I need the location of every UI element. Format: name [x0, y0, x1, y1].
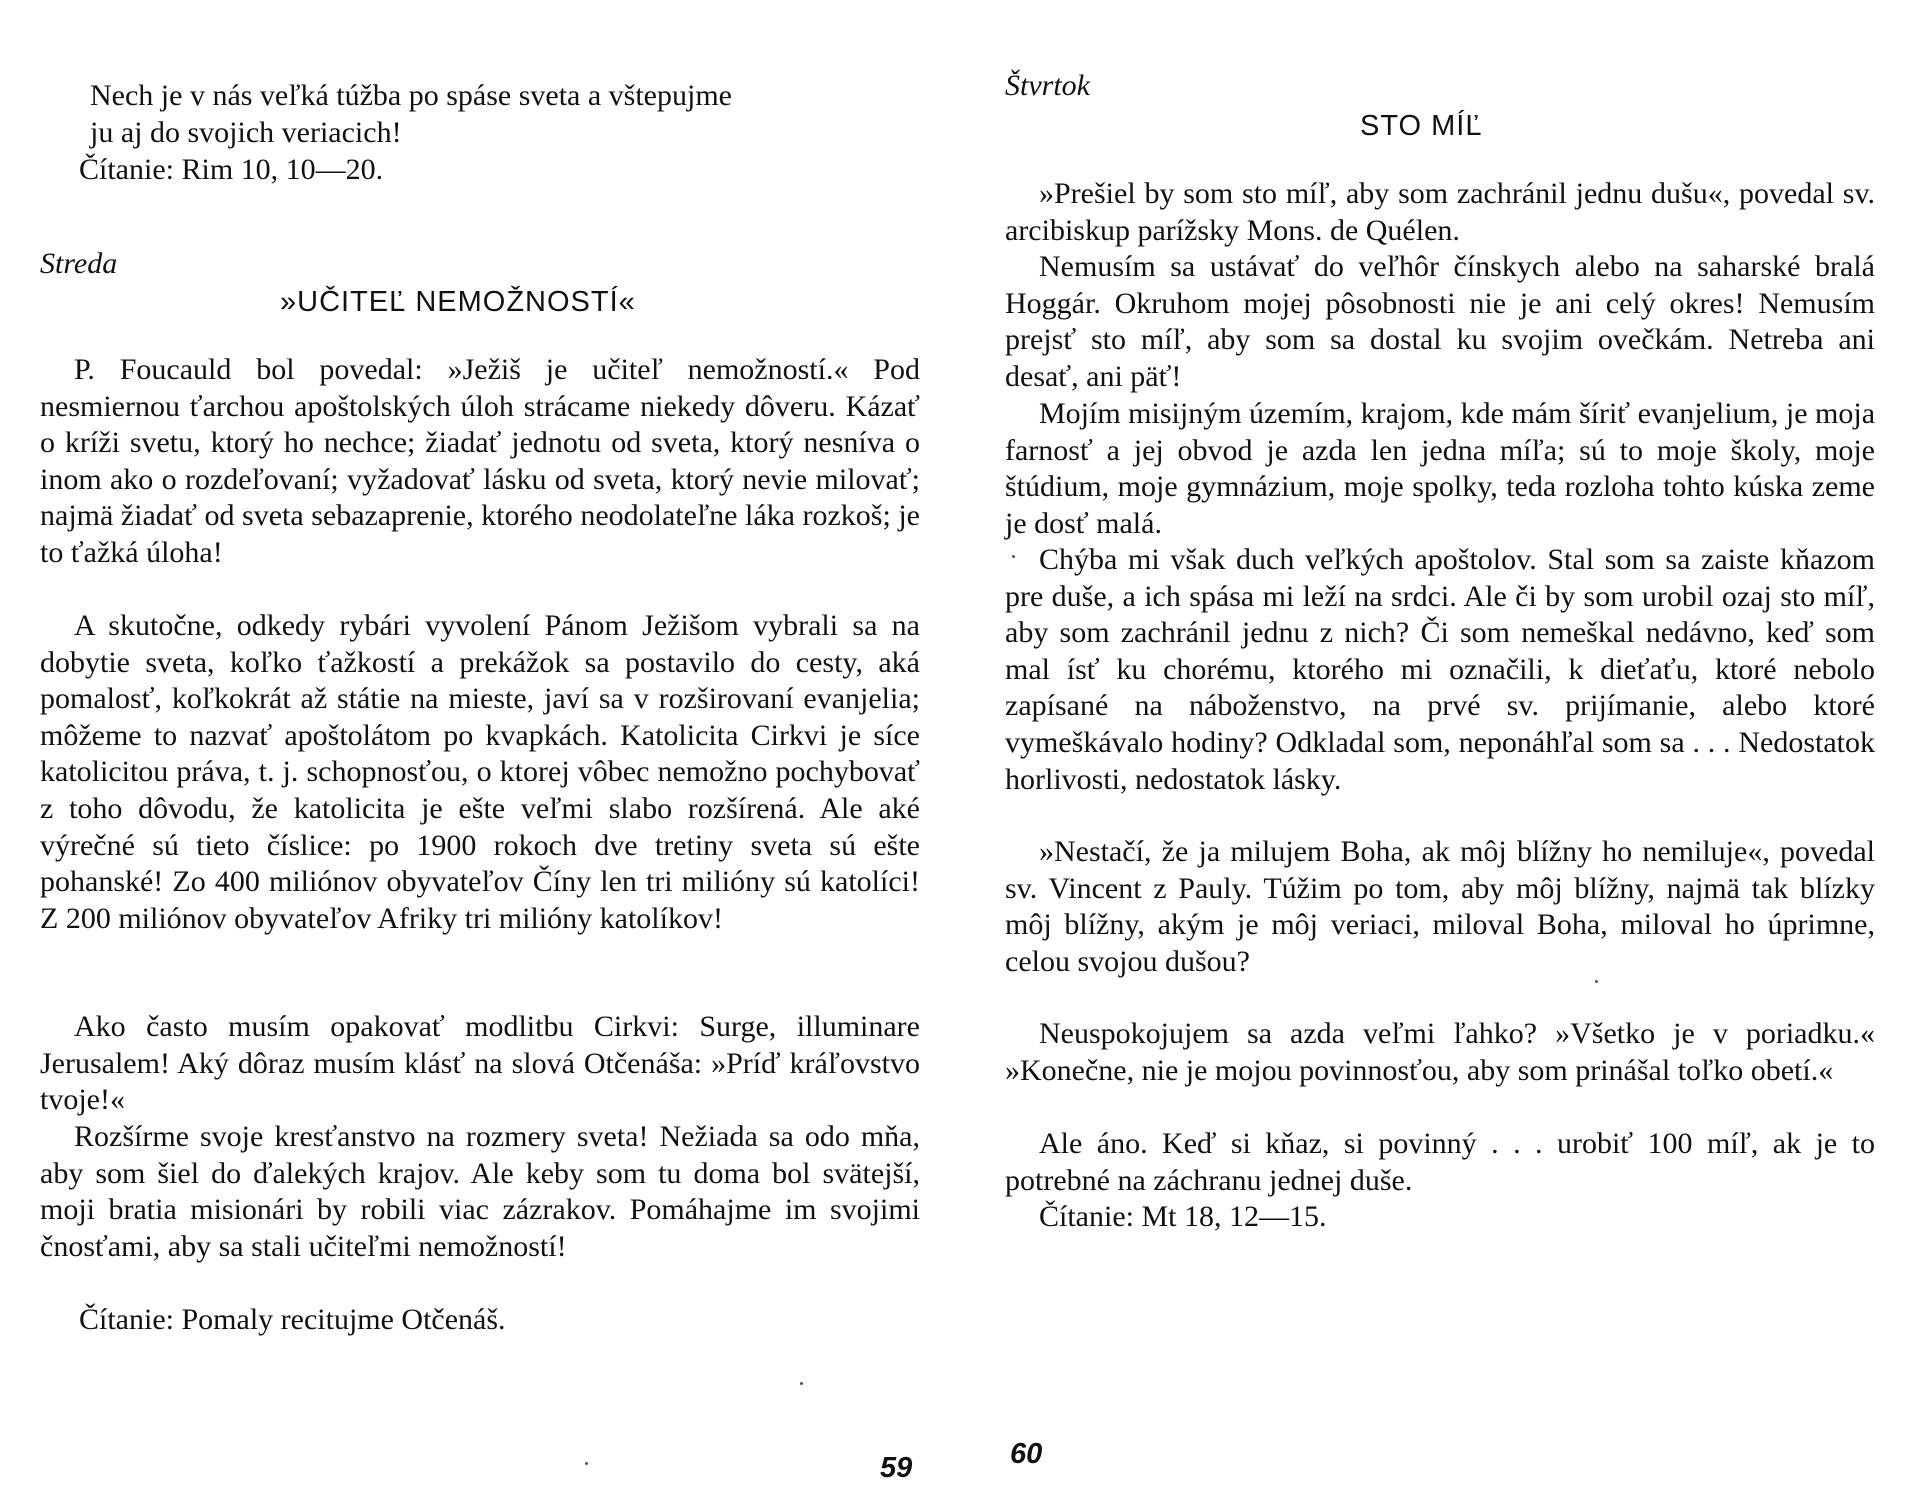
paragraph: »Prešiel by som sto míľ, aby som zachránil jednu dušu«, povedal sv. arcibiskup parížsky Mons. de Quélen. — [1005, 177, 1875, 247]
paragraph: A skutočne, odkedy rybári vyvolení Pánom Ježišom vybrali sa na dobytie sveta, koľko ťažkostí a prekážok sa postavilo do cesty, aká pomalosť, koľkokrát až státie na mieste, javí sa v rozširovaní evanjelia; môžeme to nazvať apoštolátom po kvapkách. Katolicita Cirkvi je síce katolicitou práva, t. j. schopnosťou, o ktorej vôbec nemožno pochybovať z toho dôvodu, že katolicita je ešte veľmi slabo rozšírená. Ale aké výrečné sú tieto číslice: po 1900 rokoch dve tretiny sveta sú ešte pohanské! Zo 400 miliónov obyvateľov Číny len tri milióny sú katolíci! Z 200 miliónov obyvateľov Afriky tri milióny katolíkov! — [40, 609, 920, 935]
intro-reading: Čítanie: Rim 10, 10—20. — [79, 153, 384, 186]
paragraph: Mojím misijným územím, krajom, kde mám šíriť evanjelium, je moja farnosť a jej obvod je azda len jedna míľa; sú to moje školy, moje štúdium, moje gymnázium, moje spolky, teda rozloha tohto kúska zeme je dosť malá. — [1005, 397, 1876, 540]
speck — [800, 1382, 803, 1385]
reading-left: Čítanie: Pomaly recitujme Otčenáš. — [79, 1303, 506, 1336]
paragraph: Ako často musím opakovať modlitbu Cirkvi: Surge, illuminare Jerusalem! Aký dôraz musím klásť na slová Otčenáša: »Príď kráľovstvo tvoje!« — [40, 1010, 920, 1117]
section-title-left: »UČITEĽ NEMOŽNOSTÍ« — [280, 286, 636, 318]
reading-right: Čítanie: Mt 18, 12—15. — [1039, 1200, 1327, 1233]
intro-block — [90, 78, 970, 151]
section-title-right: STO MÍĽ — [1360, 110, 1483, 142]
page-number-left: 59 — [880, 1452, 913, 1484]
paragraph: Chýba mi však duch veľkých apoštolov. Stal som sa zaiste kňazom pre duše, a ich spása mi leží na srdci. Ale či by som urobil ozaj sto míľ, aby som zachránil jednu z nich? Či som nemeškal nedávno, keď som mal ísť ku chorému, ktorého mi označili, k dieťaťu, ktoré nebolo zapísané na náboženstvo, na prvé sv. prijímanie, alebo ktoré vymeškávalo hodiny? Odkladal som, neponáhľal som sa . . . Nedostatok horlivosti, nedostatok lásky. — [1005, 543, 1875, 796]
page-number-right: 60 — [1010, 1438, 1043, 1470]
right-page — [1005, 0, 1875, 1500]
speck — [585, 1462, 588, 1465]
intro-line: ju aj do svojich veriacich! — [90, 115, 402, 149]
paragraph: P. Foucauld bol povedal: »Ježiš je učiteľ nemožností.« Pod nesmiernou ťarchou apoštolských úloh strácame niekedy dôveru. Kázať o kríži svetu, ktorý ho nechce; žiadať jednotu od sveta, ktorý nesníva o inom ako o rozdeľovaní; vyžadovať lásku od sveta, ktorý nevie milovať; najmä žiadať od sveta sebazaprenie, ktorého neodolateľne láka rozkoš; je to ťažká úloha! — [40, 353, 920, 569]
day-label-streda: Streda — [40, 247, 118, 280]
left-page — [40, 0, 920, 1500]
speck — [1012, 555, 1015, 558]
paragraph: Nemusím sa ustávať do veľhôr čínskych alebo na saharské bralá Hoggár. Okruhom mojej pôsobnosti nie je ani celý okres! Nemusím prejsť sto míľ, aby som sa dostal ku svojim ovečkám. Netreba ani desať, ani päť! — [1005, 250, 1875, 393]
paragraph: Neuspokojujem sa azda veľmi ľahko? »Všetko je v poriadku.« »Konečne, nie je mojou povinnosťou, aby som prinášal toľko obetí.« — [1005, 1017, 1875, 1087]
intro-line: Nech je v nás veľká túžba po spáse sveta a vštepujme — [90, 79, 732, 112]
paragraph: Rozšírme svoje kresťanstvo na rozmery sveta! Nežiada sa odo mňa, aby som šiel do ďalekých krajov. Ale keby som tu doma bol svätejší, moji bratia misionári by robili viac zázrakov. Pomáhajme im svojimi čnosťami, aby sa stali učiteľmi nemožností! — [40, 1120, 920, 1263]
day-label-stvrtok: Štvrtok — [1005, 69, 1090, 102]
paragraph: Ale áno. Keď si kňaz, si povinný . . . urobiť 100 míľ, ak je to potrebné na záchranu jednej duše. — [1005, 1127, 1875, 1197]
paragraph: »Nestačí, že ja milujem Boha, ak môj blížny ho nemiluje«, povedal sv. Vincent z Pauly. Túžim po tom, aby môj blížny, najmä tak blízky môj blížny, akým je môj veriaci, miloval Boha, miloval ho úprimne, celou svojou dušou? — [1005, 835, 1875, 978]
speck — [1595, 980, 1598, 983]
